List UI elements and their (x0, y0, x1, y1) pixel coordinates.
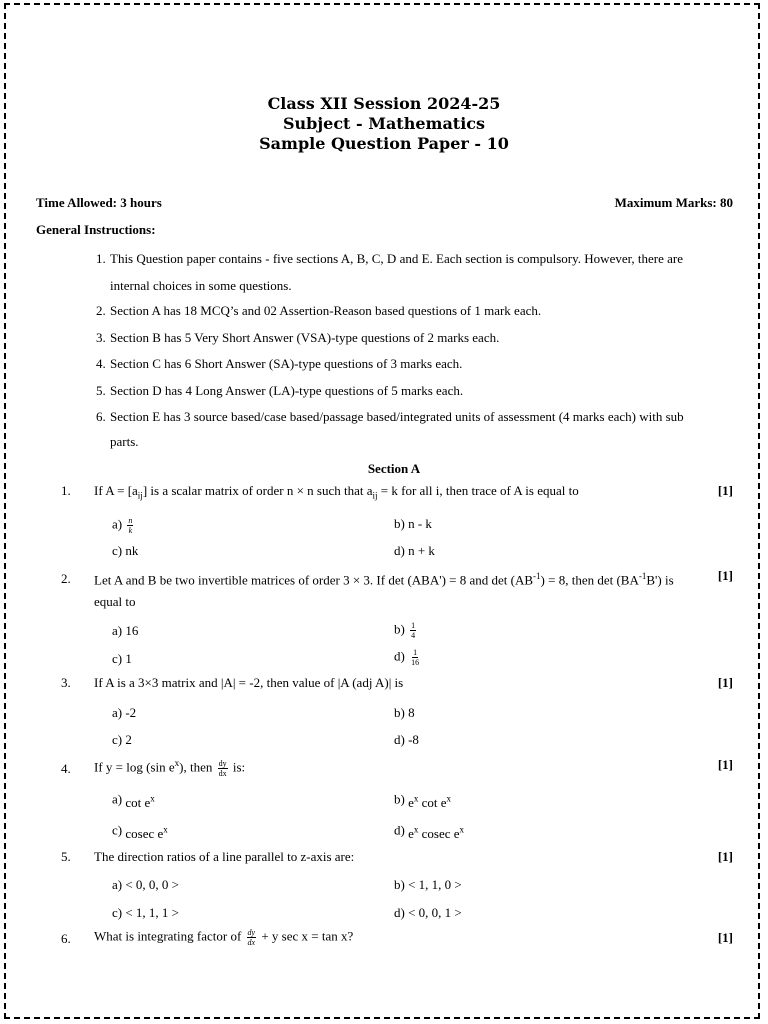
instruction-number: 4. (96, 356, 106, 371)
question-marks: [1] (717, 675, 733, 690)
instruction-text: This Question paper contains - five sections A, B, C, D and E. Each section is compulsory. However, there are (110, 251, 684, 266)
question-number: 4. (61, 761, 71, 776)
question-text: Let A and B be two invertible matrices of order 3 × 3. If det (ABA') = 8 and $\det (AB^{-1}) = 8$, then $\det (BA^{-1}B')$ is (94, 571, 674, 588)
instruction-text: Section D has 4 Long Answer (LA)-type questions of 5 marks each. (110, 383, 464, 398)
option-d: d) $e^x$ cosec $e^x$ (394, 822, 465, 842)
general-instructions-heading: General Instructions: (36, 222, 156, 237)
time-allowed: Time Allowed: 3 hours (36, 195, 162, 210)
instruction-text-continued: parts. (110, 434, 139, 449)
instruction-number: 1. (96, 251, 106, 266)
option-b: b) < 1, 1, 0 > (394, 877, 462, 892)
option-b: b) 8 (394, 705, 415, 720)
question-marks: [1] (717, 849, 733, 864)
maximum-marks: Maximum Marks: 80 (614, 195, 733, 210)
option-c: c) cosec $e^x$ (112, 822, 168, 842)
instruction-text: Section E has 3 source based/case based/passage based/integrated units of assessment (4 marks each) with sub (110, 409, 684, 424)
section-a-heading: Section A (367, 461, 421, 476)
option-a: a) 16 (112, 623, 139, 638)
option-a: a) < 0, 0, 0 > (112, 877, 180, 892)
paper-title: Sample Question Paper - 10 (259, 134, 509, 153)
option-b: b) n - k (394, 516, 432, 531)
instruction-number: 5. (96, 383, 106, 398)
option-c: c) 1 (112, 651, 132, 666)
instruction-text: Section C has 6 Short Answer (SA)-type questions of 3 marks each. (110, 356, 463, 371)
option-d: d) < 0, 0, 1 > (394, 905, 462, 920)
option-b: b) $e^x$ $\cot e^x$ (394, 791, 452, 811)
question-marks: [1] (717, 757, 733, 772)
instruction-number: 3. (96, 330, 106, 345)
question-number: 5. (61, 849, 71, 864)
question-number: 1. (61, 483, 71, 498)
question-text: If A is a 3×3 matrix and |A| = -2, then value of |A (adj A)| is (94, 675, 404, 690)
option-d: d) $\frac{1}{16}$ (394, 648, 420, 667)
instruction-text: Section A has 18 MCQ’s and 02 Assertion-Reason based questions of 1 mark each. (110, 303, 542, 318)
instruction-number: 6. (96, 409, 106, 424)
question-text: The direction ratios of a line parallel to z-axis are: (94, 849, 355, 864)
option-a: a) $\cot e^x$ (112, 791, 155, 811)
question-number: 2. (61, 571, 71, 586)
option-c: c) < 1, 1, 1 > (112, 905, 180, 920)
option-c: c) nk (112, 543, 139, 558)
question-number: 3. (61, 675, 71, 690)
option-c: c) 2 (112, 732, 132, 747)
question-marks: [1] (717, 568, 733, 583)
option-d: d) -8 (394, 732, 419, 747)
instruction-number: 2. (96, 303, 106, 318)
option-a: a) -2 (112, 705, 137, 720)
question-text: What is integrating factor of $\frac{dy}{dx}$ + y sec x = tan x? (94, 928, 354, 947)
question-text: If y = log (sin $e^x$), then $\frac{dy}{dx}$ is: (94, 758, 246, 778)
option-d: d) n + k (394, 543, 435, 558)
subject-title: Subject - Mathematics (282, 114, 486, 133)
question-text: If $A = [a_{ij}]$ is a scalar matrix of order n × n such that $a_{ij} = k$ for all i, then trace of A is equal to (94, 483, 579, 501)
page-border (4, 3, 760, 1019)
option-b: b) $\frac{1}{4}$ (394, 621, 416, 640)
instruction-text-continued: internal choices in some questions. (110, 278, 292, 293)
question-marks: [1] (717, 483, 733, 498)
question-marks: [1] (717, 930, 733, 945)
question-number: 6. (61, 931, 71, 946)
class-session-title: Class XII Session 2024-25 (267, 94, 501, 113)
instruction-text: Section B has 5 Very Short Answer (VSA)-type questions of 2 marks each. (110, 330, 500, 345)
option-a: a) $\frac{n}{k}$ (112, 516, 133, 535)
question-text-continued: equal to (94, 594, 136, 609)
